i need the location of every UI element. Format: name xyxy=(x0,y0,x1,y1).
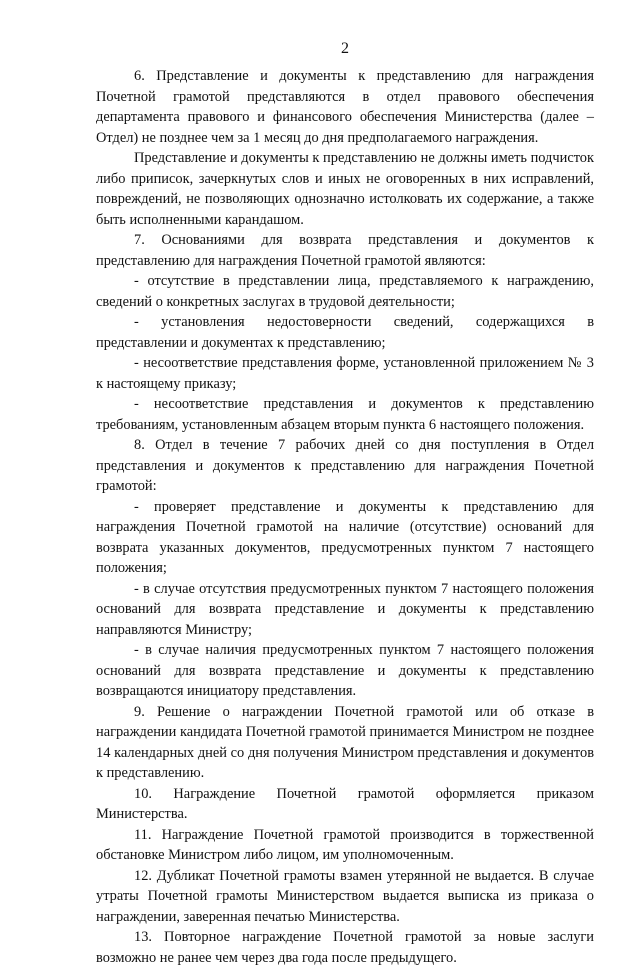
paragraph-7-item-2: - установления недостоверности сведений, содержащихся в представлении и документах к представлению; xyxy=(96,314,594,351)
paragraph-8: 8. Отдел в течение 7 рабочих дней со дня поступления в Отдел представления и документов к представлению для награждения Почетной грамотой: xyxy=(96,437,594,494)
paragraph-9: 9. Решение о награждении Почетной грамотой или об отказе в награждении кандидата Почетной грамотой принимается Министром не позднее 14 календарных дней со дня получения Министром представления и документов к представлению. xyxy=(96,703,594,781)
paragraph-7-item-4: - несоответствие представления и документов к представлению требованиям, установленным абзацем вторым пункта 6 настоящего положения. xyxy=(96,396,594,433)
paragraph-7: 7. Основаниями для возврата представления и документов к представлению для награждения Почетной грамотой являются: xyxy=(96,232,594,269)
paragraph-8-item-1: - проверяет представление и документы к представлению для награждения Почетной грамотой на наличие (отсутствие) оснований для возврата указанных документов, предусмотренных пунктом 7 настоящего положения; xyxy=(96,498,594,576)
paragraph-11: 11. Награждение Почетной грамотой производится в торжественной обстановке Министром либо лицом, им уполномоченным. xyxy=(96,826,594,863)
page-number: 2 xyxy=(341,40,349,57)
paragraph-13: 13. Повторное награждение Почетной грамотой за новые заслуги возможно не ранее чем через два года после предыдущего. xyxy=(96,929,594,966)
paragraph-6-requirements: Представление и документы к представлению не должны иметь подчисток либо приписок, зачеркнутых слов и иных не оговоренных в них исправлений, повреждений, не позволяющих однозначно истолковать их содержание, а также быть исполненными карандашом. xyxy=(96,150,594,228)
paragraph-12: 12. Дубликат Почетной грамоты взамен утерянной не выдается. В случае утраты Почетной грамоты Министерством выдается выписка из приказа о награждении, заверенная печатью Министерства. xyxy=(96,867,594,925)
paragraph-10: 10. Награждение Почетной грамотой оформляется приказом Министерства. xyxy=(96,785,594,822)
paragraph-6: 6. Представление и документы к представлению для награждения Почетной грамотой представляются в отдел правового обеспечения департамента правового и финансового обеспечения Министерства (далее – Отдел) не позднее чем за 1 месяц до дня предполагаемого награждения. xyxy=(96,68,594,146)
paragraph-7-item-3: - несоответствие представления форме, установленной приложением № 3 к настоящему приказу; xyxy=(96,355,594,392)
paragraph-8-item-2: - в случае отсутствия предусмотренных пунктом 7 настоящего положения оснований для возврата представление и документы к представлению направляются Министру; xyxy=(96,580,594,638)
paragraph-7-item-1: - отсутствие в представлении лица, представляемого к награждению, сведений о конкретных заслугах в трудовой деятельности; xyxy=(96,273,594,310)
document-body xyxy=(96,66,594,968)
paragraph-8-item-3: - в случае наличия предусмотренных пунктом 7 настоящего положения оснований для возврата представление и документы к представлению возвращаются инициатору представления. xyxy=(96,642,594,699)
